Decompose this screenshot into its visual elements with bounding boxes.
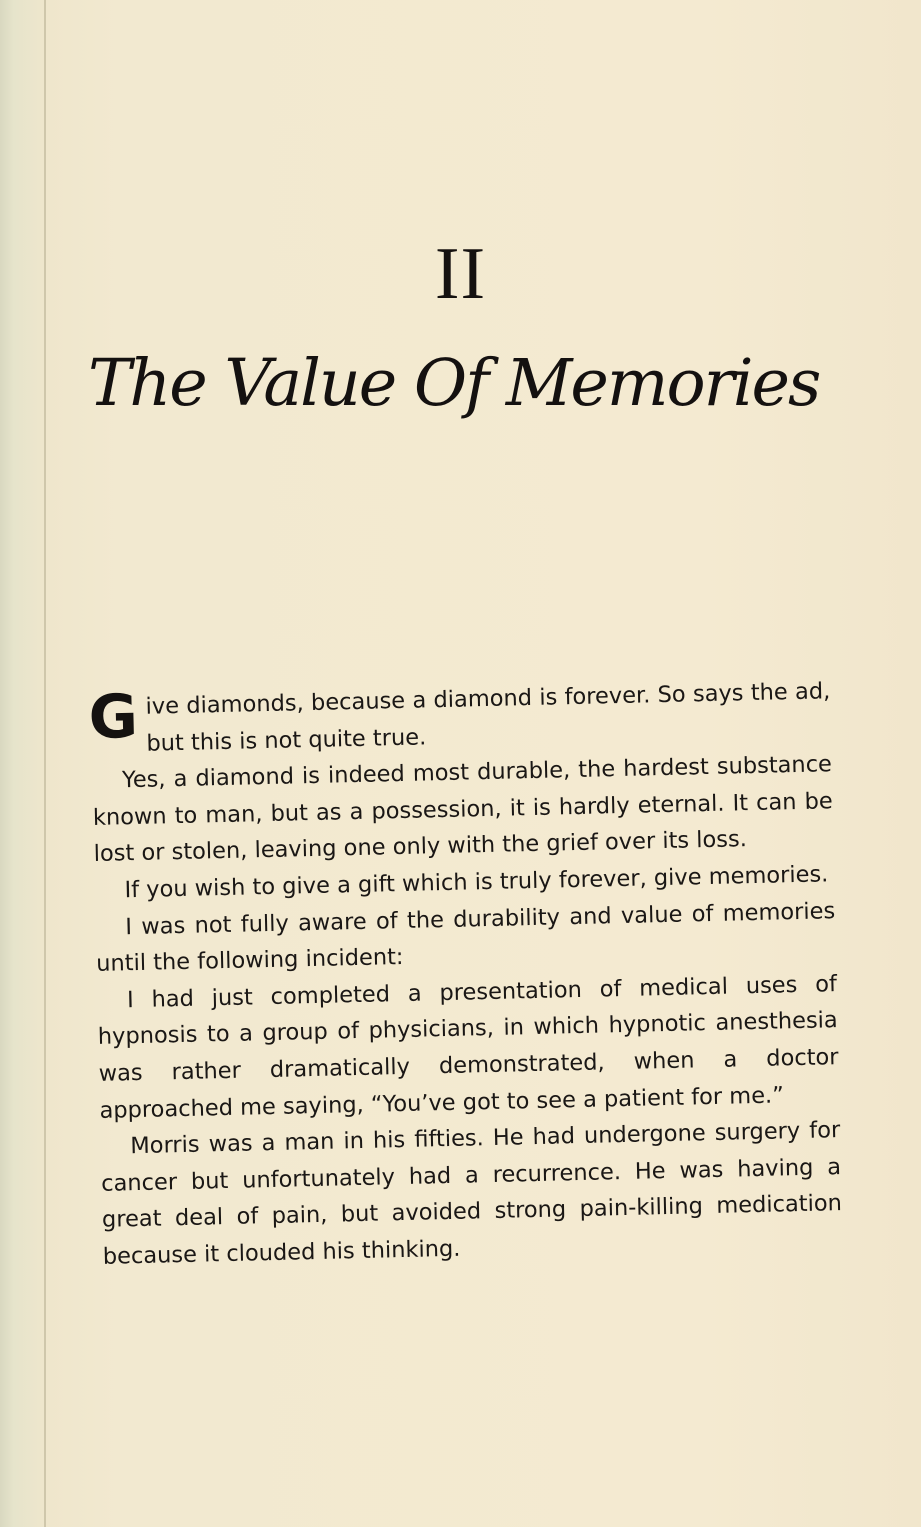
chapter-title: The Value Of Memories <box>88 346 820 421</box>
paragraph: If you wish to give a gift which is truly forever, give memories. <box>124 861 829 904</box>
paragraph: Give diamonds, because a diamond is forever. So says the ad, but this is not quite true. <box>87 678 831 757</box>
book-gutter <box>44 0 46 1527</box>
chapter-number: II <box>434 233 487 315</box>
paragraph: Yes, a diamond is indeed most durable, the hardest substance known to man, but as a possession, it is hardly eternal. It can be lost or stolen, leaving one only with the grief over its loss. <box>92 751 834 868</box>
paragraph: I was not fully aware of the durability and value of memories until the following incident: <box>95 897 836 978</box>
paragraph: I had just completed a presentation of medical uses of hypnosis to a group of physicians, in which hypnotic anesthesia was rather dramatically demonstrated, when a doctor approached me saying, “You’ve got to see a patient for me.” <box>97 970 839 1124</box>
paragraph: Morris was a man in his fifties. He had undergone surgery for cancer but unfortunately had a recurrence. He was having a great deal of pain, but avoided strong pain-killing medication because it clouded his thinking. <box>100 1117 843 1270</box>
chapter-body <box>87 673 843 1275</box>
drop-cap: G <box>87 681 139 754</box>
